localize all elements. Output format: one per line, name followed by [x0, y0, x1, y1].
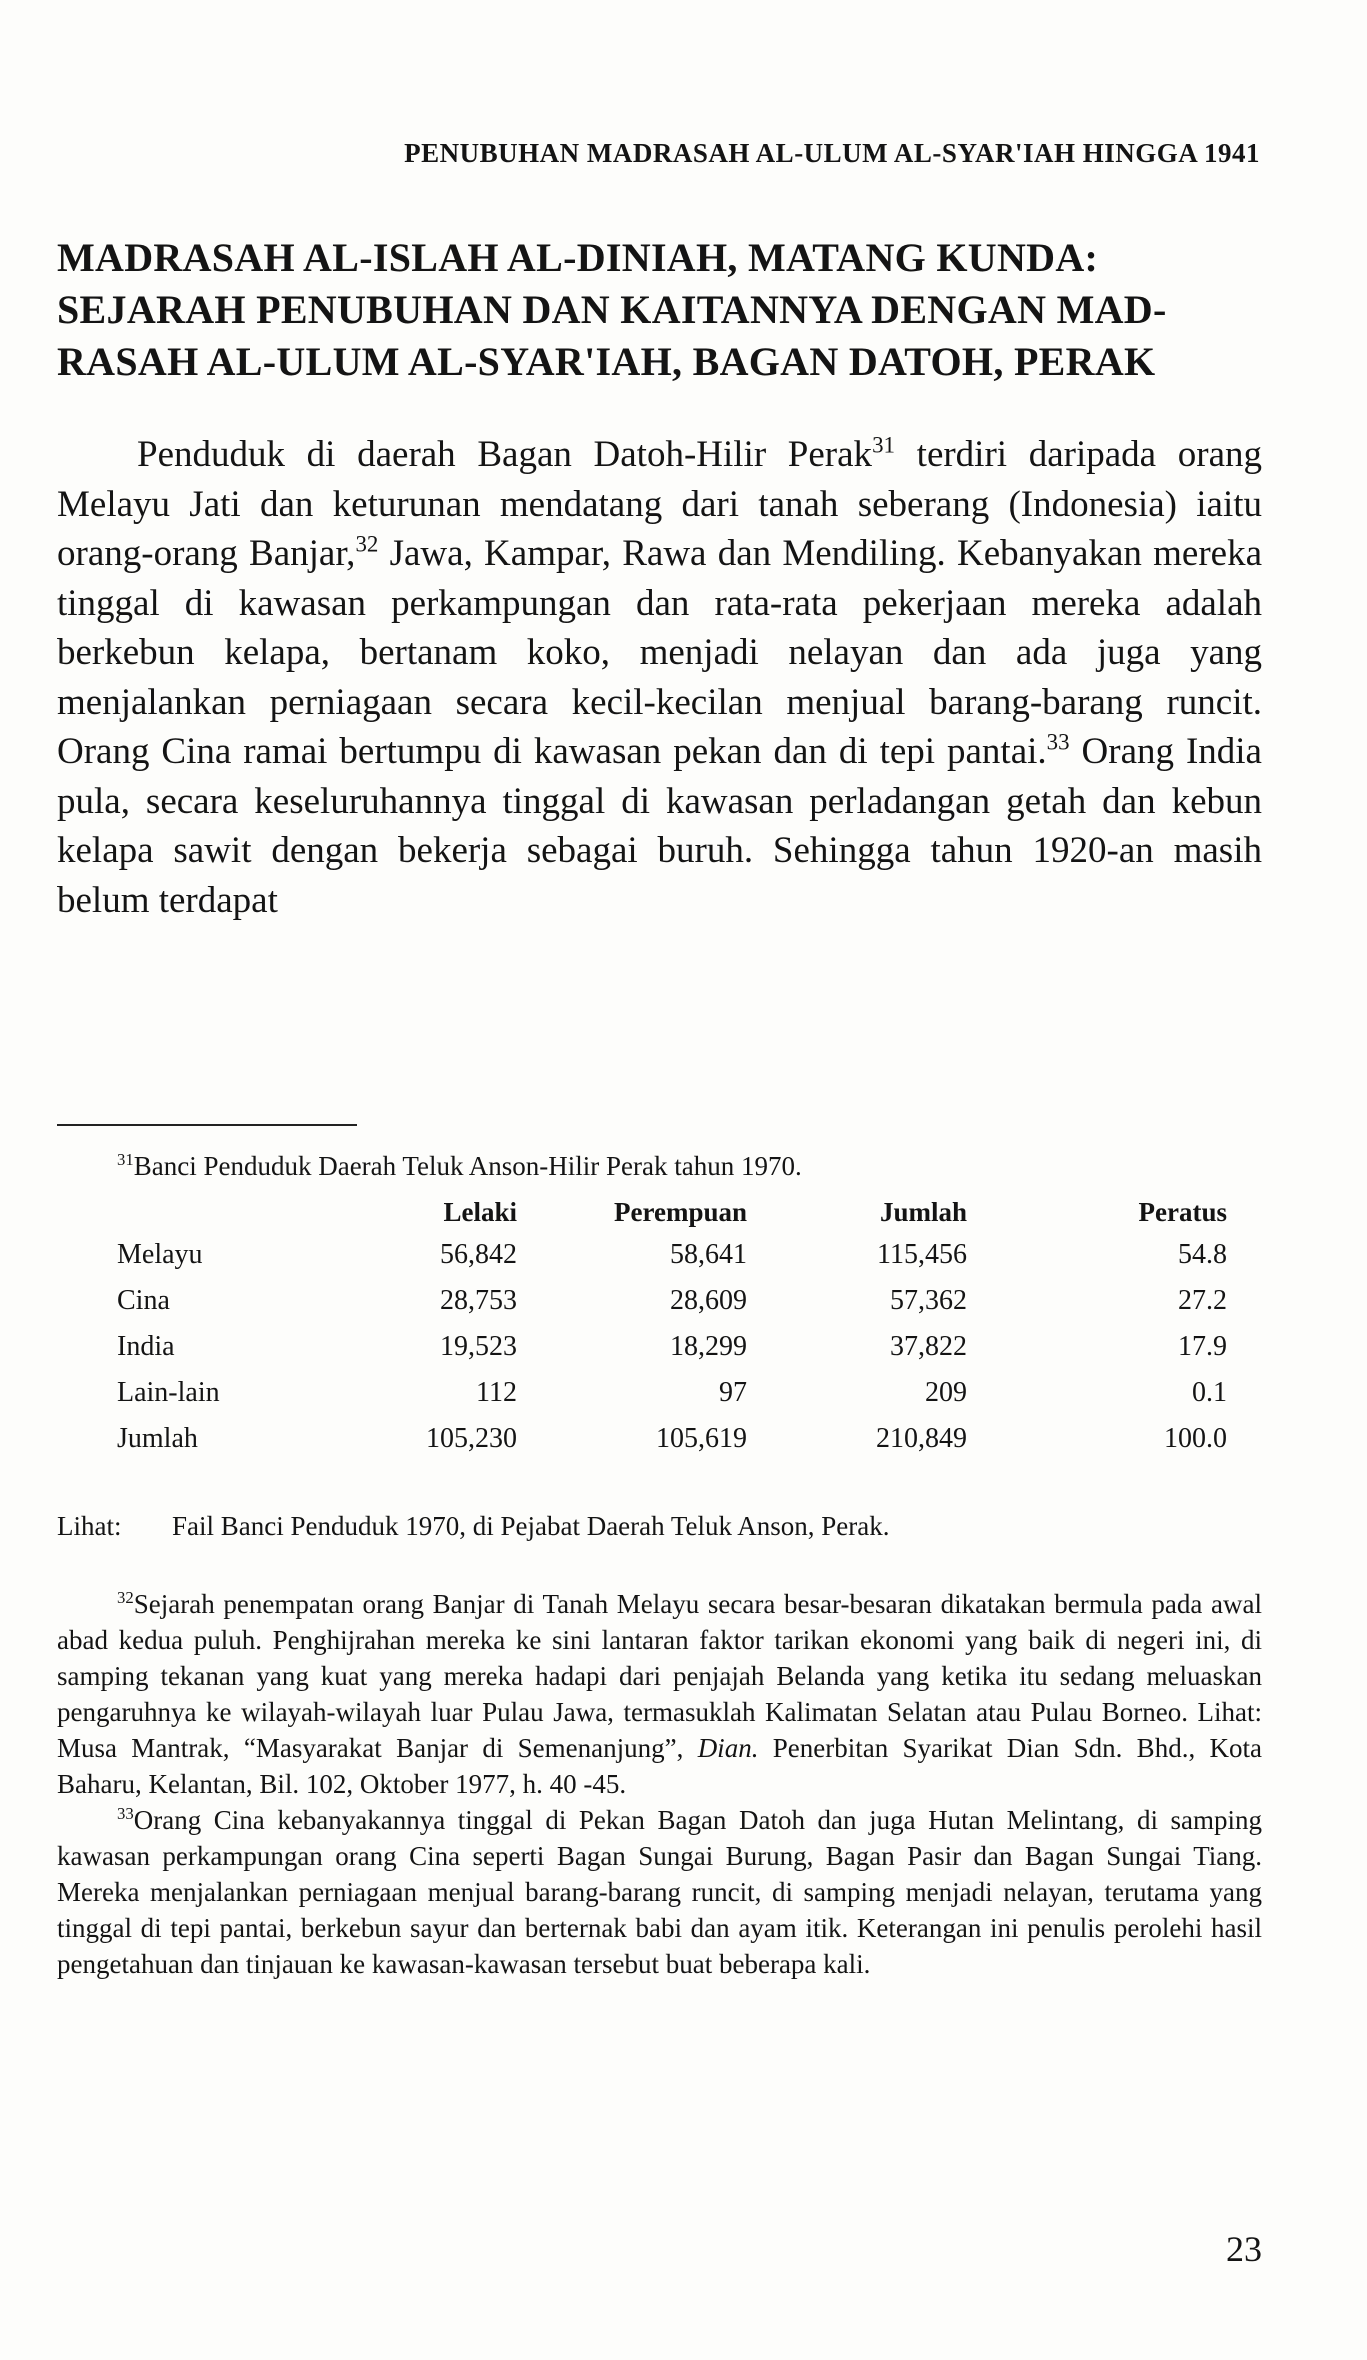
chapter-title-line: SEJARAH PENUBUHAN DAN KAITANNYA DENGAN MAD- [57, 287, 1167, 332]
table-cell: 100.0 [1164, 1423, 1227, 1454]
table-cell: 27.2 [1178, 1285, 1227, 1316]
table-cell: 57,362 [890, 1285, 967, 1316]
footnote-33 [57, 1802, 1262, 1982]
table-cell: 115,456 [877, 1239, 967, 1270]
chapter-title-line: MADRASAH AL-ISLAH AL-DINIAH, MATANG KUNDA: [57, 235, 1099, 280]
table-header-row [117, 1192, 1227, 1232]
table-header-cell: Jumlah [879, 1196, 967, 1227]
chapter-title [57, 232, 1262, 388]
source-text: Fail Banci Penduduk 1970, di Pejabat Daerah Teluk Anson, Perak. [172, 1511, 890, 1541]
table-header-cell [117, 1192, 357, 1232]
footnote-number: 31 [117, 1150, 134, 1169]
footnote-ref-32: 32 [355, 531, 379, 557]
table-cell: 28,609 [670, 1285, 747, 1316]
table-cell: Jumlah [117, 1423, 198, 1454]
table-cell: India [117, 1331, 175, 1362]
table-row [117, 1232, 1227, 1278]
table-cell: 37,822 [890, 1331, 967, 1362]
source-label: Lihat: [57, 1511, 122, 1541]
table-cell: 18,299 [670, 1331, 747, 1362]
footnote-ref-33: 33 [1046, 729, 1070, 755]
table-cell: 209 [925, 1377, 967, 1408]
chapter-title-line: RASAH AL-ULUM AL-SYAR'IAH, BAGAN DATOH, PERAK [57, 339, 1156, 384]
census-table [117, 1192, 1227, 1462]
table-cell: 0.1 [1192, 1377, 1227, 1408]
table-cell: 105,230 [426, 1423, 517, 1454]
table-header-cell: Lelaki [443, 1196, 517, 1227]
table-cell: 58,641 [670, 1239, 747, 1270]
footnote-separator [57, 1124, 357, 1126]
body-paragraph [57, 430, 1262, 925]
body-text-segment: terdiri daripada orang Melayu Jati dan keturunan mendatang dari tanah seberang (Indonesia) iaitu orang-orang Banjar, [57, 434, 1262, 574]
table-cell: 210,849 [876, 1423, 967, 1454]
table-cell: 56,842 [440, 1239, 517, 1270]
page-number: 23 [1226, 2229, 1262, 2269]
footnote-text: Banci Penduduk Daerah Teluk Anson-Hilir Perak tahun 1970. [133, 1151, 802, 1181]
body-text-segment: Orang India pula, secara keseluruhannya tinggal di kawasan perladangan getah dan kebun kelapa sawit dengan bekerja sebagai buruh. Sehingga tahun 1920-an masih belum terdapat [57, 731, 1262, 921]
body-text-segment: Jawa, Kampar, Rawa dan Mendiling. Kebanyakan mereka tinggal di kawasan perkampungan dan rata-rata pekerjaan mereka adalah berkebun kelapa, bertanam koko, menjadi nelayan dan ada juga yang menjalankan perniagaan secara kecil-kecilan menjual barang-barang runcit. Orang Cina ramai bertumpu di kawasan pekan dan di tepi pantai. [57, 533, 1262, 772]
footnote-number: 32 [117, 1588, 134, 1607]
footnote-31-intro [117, 1148, 1117, 1184]
running-head: PENUBUHAN MADRASAH AL-ULUM AL-SYAR'IAH HINGGA 1941 [404, 138, 1260, 168]
table-row [117, 1324, 1227, 1370]
table-cell: 17.9 [1178, 1331, 1227, 1362]
footnote-italic-title: Dian. [697, 1733, 759, 1763]
table-cell: 19,523 [440, 1331, 517, 1362]
table-header-cell: Peratus [1138, 1196, 1227, 1227]
table-cell: Melayu [117, 1239, 203, 1270]
body-text-segment: Penduduk di daerah Bagan Datoh-Hilir Perak [137, 434, 873, 475]
table-row [117, 1370, 1227, 1416]
table-cell: Lain-lain [117, 1377, 220, 1408]
table-cell: 28,753 [440, 1285, 517, 1316]
table-header-cell: Perempuan [614, 1196, 747, 1227]
table-row [117, 1278, 1227, 1324]
table-cell: Cina [117, 1285, 170, 1316]
footnote-ref-31: 31 [872, 432, 895, 458]
table-cell: 97 [719, 1377, 747, 1408]
table-row-total [117, 1416, 1227, 1462]
table-cell: 54.8 [1178, 1239, 1227, 1270]
footnote-text: Penerbitan Syarikat Dian Sdn. Bhd., Kota Baharu, Kelantan, Bil. 102, Oktober 1977, h. 40 -45. [57, 1733, 1262, 1799]
footnote-text: Orang Cina kebanyakannya tinggal di Pekan Bagan Datoh dan juga Hutan Melintang, di samping kawasan perkampungan orang Cina seperti Bagan Sungai Burung, Bagan Pasir dan Bagan Sungai Tiang. Mereka menjalankan perniagaan menjual barang-barang runcit, di samping menjadi nelayan, terutama yang tinggal di tepi pantai, berkebun sayur dan berternak babi dan ayam itik. Keterangan ini penulis perolehi hasil pengetahuan dan tinjauan ke kawasan-kawasan tersebut buat beberapa kali. [57, 1805, 1262, 1979]
table-cell: 112 [476, 1377, 517, 1408]
footnote-number: 33 [117, 1804, 134, 1823]
table-cell: 105,619 [656, 1423, 747, 1454]
paragraph [57, 430, 1262, 925]
footnote-32 [57, 1586, 1262, 1802]
footnote-text: Sejarah penempatan orang Banjar di Tanah Melayu secara besar-besaran dikatakan bermula pada awal abad kedua puluh. Penghijrahan mereka ke sini lantaran faktor tarikan ekonomi yang baik di negeri ini, di samping tekanan yang kuat yang mereka hadapi dari penjajah Belanda yang ketika itu sedang meluaskan pengaruhnya ke wilayah-wilayah luar Pulau Jawa, termasuklah Kalimatan Selatan atau Pulau Borneo. Lihat: Musa Mantrak, “Masyarakat Banjar di Semenanjung”, [57, 1589, 1262, 1763]
footnote-31-source [57, 1508, 1262, 1544]
footnotes-32-33 [57, 1586, 1262, 1982]
